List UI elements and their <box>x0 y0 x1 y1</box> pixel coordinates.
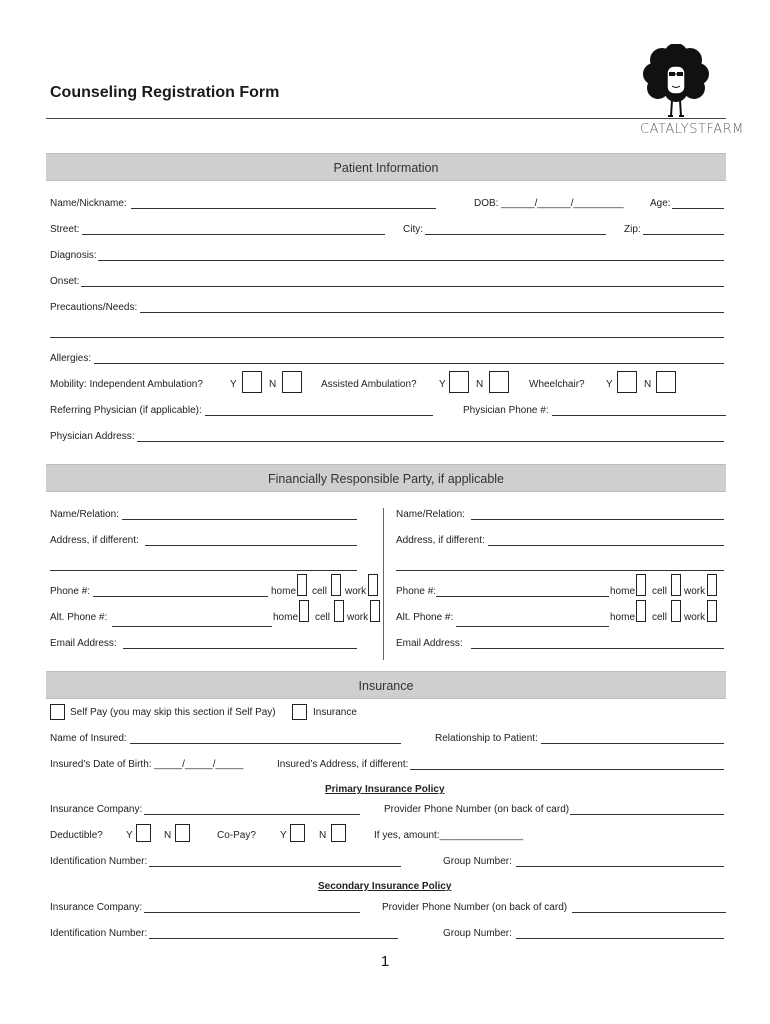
independent-no-label: N <box>269 379 277 390</box>
primary-id-label: Identification Number: <box>50 856 148 867</box>
deductible-no-checkbox[interactable] <box>175 824 190 842</box>
left-phone-cell-checkbox[interactable] <box>331 574 341 596</box>
left-phone-work-checkbox[interactable] <box>368 574 378 596</box>
relationship-label: Relationship to Patient: <box>435 733 538 744</box>
right-alt-home-checkbox[interactable] <box>636 600 646 622</box>
right-alt-phone-label: Alt. Phone #: <box>396 612 454 623</box>
secondary-id-label: Identification Number: <box>50 928 148 939</box>
left-alt-home-label: home <box>273 612 299 623</box>
primary-company-field[interactable] <box>144 814 360 815</box>
sheep-logo-icon <box>640 44 710 127</box>
physician-phone-field[interactable] <box>552 415 726 416</box>
patient-section-title: Patient Information <box>333 161 439 175</box>
column-divider <box>383 508 384 660</box>
right-phone-work-label: work <box>684 586 706 597</box>
street-field[interactable] <box>82 234 385 235</box>
right-phone-cell-checkbox[interactable] <box>671 574 681 596</box>
left-alt-phone-label: Alt. Phone #: <box>50 612 108 623</box>
referring-physician-field[interactable] <box>205 415 433 416</box>
secondary-company-label: Insurance Company: <box>50 902 143 913</box>
zip-label: Zip: <box>624 224 641 235</box>
right-phone-field[interactable] <box>436 596 609 597</box>
onset-field[interactable] <box>81 286 724 287</box>
age-field[interactable] <box>672 208 724 209</box>
secondary-policy-heading: Secondary Insurance Policy <box>318 881 452 892</box>
left-alt-phone-field[interactable] <box>112 626 272 627</box>
left-phone-home-label: home <box>271 586 297 597</box>
city-field[interactable] <box>425 234 606 235</box>
relationship-field[interactable] <box>541 743 724 744</box>
self-pay-checkbox[interactable] <box>50 704 65 720</box>
left-phone-cell-label: cell <box>312 586 328 597</box>
left-address-label: Address, if different: <box>50 535 139 546</box>
precautions-field[interactable] <box>140 312 724 313</box>
left-name-relation-field[interactable] <box>122 519 357 520</box>
insured-dob-field[interactable]: Insured’s Date of Birth: _____/_____/_____ <box>50 759 244 770</box>
mobility-label: Mobility: Independent Ambulation? <box>50 379 203 390</box>
form-title: Counseling Registration Form <box>50 84 280 101</box>
street-label: Street: <box>50 224 80 235</box>
age-label: Age: <box>650 198 671 209</box>
right-address-field-line2[interactable] <box>396 570 724 571</box>
copay-yes-label: Y <box>280 830 287 841</box>
precautions-label: Precautions/Needs: <box>50 302 138 313</box>
physician-address-field[interactable] <box>137 441 724 442</box>
secondary-group-label: Group Number: <box>443 928 512 939</box>
right-email-label: Email Address: <box>396 638 463 649</box>
city-label: City: <box>403 224 423 235</box>
right-phone-label: Phone #: <box>396 586 437 597</box>
assisted-yes-label: Y <box>439 379 446 390</box>
deductible-yes-label: Y <box>126 830 133 841</box>
header-rule <box>46 118 726 119</box>
onset-label: Onset: <box>50 276 80 287</box>
dob-field[interactable]: DOB: ______/______/_________ <box>474 198 624 209</box>
right-email-field[interactable] <box>471 648 724 649</box>
left-alt-work-label: work <box>347 612 369 623</box>
right-address-label: Address, if different: <box>396 535 485 546</box>
copay-no-checkbox[interactable] <box>331 824 346 842</box>
left-alt-home-checkbox[interactable] <box>299 600 309 622</box>
insurance-section-header <box>46 671 726 699</box>
left-address-field-line2[interactable] <box>50 570 357 571</box>
insurance-checkbox[interactable] <box>292 704 307 720</box>
precautions-field-line2[interactable] <box>50 337 724 338</box>
right-alt-work-label: work <box>684 612 706 623</box>
left-email-field[interactable] <box>123 648 357 649</box>
primary-policy-heading: Primary Insurance Policy <box>325 784 445 795</box>
right-phone-home-checkbox[interactable] <box>636 574 646 596</box>
referring-physician-label: Referring Physician (if applicable): <box>50 405 202 416</box>
primary-provider-phone-field[interactable] <box>570 814 724 815</box>
self-pay-label: Self Pay (you may skip this section if Self Pay) <box>70 707 276 718</box>
left-phone-label: Phone #: <box>50 586 91 597</box>
right-phone-work-checkbox[interactable] <box>707 574 717 596</box>
wheelchair-no-checkbox[interactable] <box>656 371 676 393</box>
independent-yes-label: Y <box>230 379 237 390</box>
diagnosis-label: Diagnosis: <box>50 250 97 261</box>
wheelchair-label: Wheelchair? <box>529 379 585 390</box>
independent-yes-checkbox[interactable] <box>242 371 262 393</box>
primary-provider-phone-label: Provider Phone Number (on back of card) <box>384 804 570 815</box>
right-phone-cell-label: cell <box>652 586 668 597</box>
right-alt-cell-checkbox[interactable] <box>671 600 681 622</box>
right-name-relation-label: Name/Relation: <box>396 509 465 520</box>
secondary-provider-phone-field[interactable] <box>572 912 726 913</box>
brand-wordmark: CATALYSTFARM <box>640 122 744 137</box>
copay-no-label: N <box>319 830 327 841</box>
allergies-field[interactable] <box>94 363 724 364</box>
name-label: Name/Nickname: <box>50 198 127 209</box>
insured-address-field[interactable] <box>410 769 724 770</box>
primary-company-label: Insurance Company: <box>50 804 143 815</box>
assisted-yes-checkbox[interactable] <box>449 371 469 393</box>
assisted-label: Assisted Ambulation? <box>321 379 417 390</box>
independent-no-checkbox[interactable] <box>282 371 302 393</box>
left-address-field[interactable] <box>145 545 357 546</box>
insurance-section-title: Insurance <box>358 679 414 693</box>
deductible-label: Deductible? <box>50 830 103 841</box>
allergies-label: Allergies: <box>50 353 92 364</box>
assisted-no-checkbox[interactable] <box>489 371 509 393</box>
right-phone-home-label: home <box>610 586 636 597</box>
left-phone-work-label: work <box>345 586 367 597</box>
primary-id-field[interactable] <box>149 866 401 867</box>
left-phone-field[interactable] <box>93 596 268 597</box>
right-alt-work-checkbox[interactable] <box>707 600 717 622</box>
right-alt-home-label: home <box>610 612 636 623</box>
left-alt-cell-label: cell <box>315 612 331 623</box>
assisted-no-label: N <box>476 379 484 390</box>
left-alt-work-checkbox[interactable] <box>370 600 380 622</box>
copay-label: Co-Pay? <box>217 830 256 841</box>
left-email-label: Email Address: <box>50 638 117 649</box>
name-insured-label: Name of Insured: <box>50 733 127 744</box>
deductible-no-label: N <box>164 830 172 841</box>
right-name-relation-field[interactable] <box>471 519 724 520</box>
patient-section-header <box>46 153 726 181</box>
insured-address-label: Insured’s Address, if different: <box>277 759 409 770</box>
financial-section-title: Financially Responsible Party, if applicable <box>268 472 504 486</box>
secondary-id-field[interactable] <box>149 938 398 939</box>
physician-address-label: Physician Address: <box>50 431 135 442</box>
left-name-relation-label: Name/Relation: <box>50 509 119 520</box>
wheelchair-yes-checkbox[interactable] <box>617 371 637 393</box>
copay-amount-field[interactable]: If yes, amount:_______________ <box>374 830 524 841</box>
right-address-field[interactable] <box>488 545 724 546</box>
zip-field[interactable] <box>643 234 724 235</box>
deductible-yes-checkbox[interactable] <box>136 824 151 842</box>
page-number: 1 <box>380 953 390 970</box>
secondary-provider-phone-label: Provider Phone Number (on back of card) <box>382 902 568 913</box>
left-alt-cell-checkbox[interactable] <box>334 600 344 622</box>
copay-yes-checkbox[interactable] <box>290 824 305 842</box>
primary-group-label: Group Number: <box>443 856 512 867</box>
right-alt-phone-field[interactable] <box>456 626 609 627</box>
primary-group-field[interactable] <box>516 866 724 867</box>
wheelchair-yes-label: Y <box>606 379 613 390</box>
name-field[interactable] <box>131 208 436 209</box>
name-insured-field[interactable] <box>130 743 401 744</box>
diagnosis-field[interactable] <box>98 260 724 261</box>
left-phone-home-checkbox[interactable] <box>297 574 307 596</box>
secondary-group-field[interactable] <box>516 938 724 939</box>
wheelchair-no-label: N <box>644 379 652 390</box>
physician-phone-label: Physician Phone #: <box>463 405 549 416</box>
secondary-company-field[interactable] <box>144 912 360 913</box>
insurance-label: Insurance <box>313 707 357 718</box>
financial-section-header <box>46 464 726 492</box>
right-alt-cell-label: cell <box>652 612 668 623</box>
